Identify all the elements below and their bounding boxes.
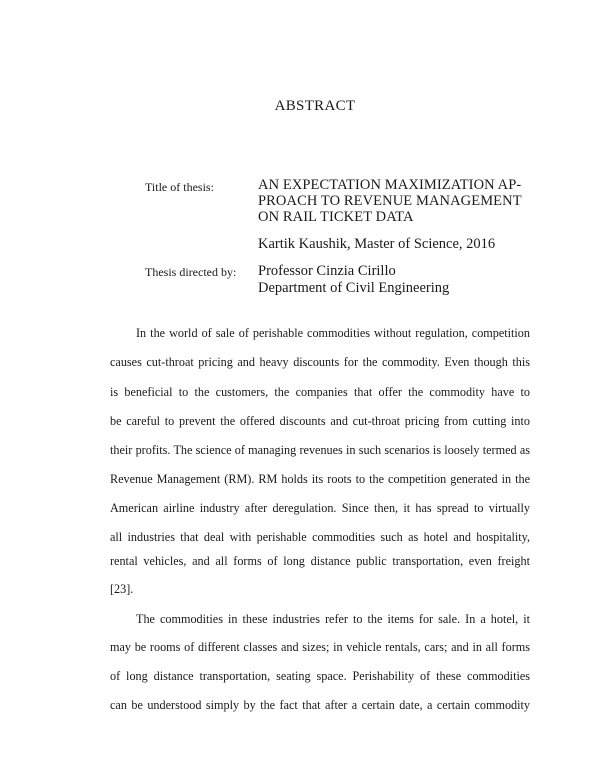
thesis-title bbox=[258, 177, 548, 225]
title-label: Title of thesis: bbox=[145, 180, 214, 194]
page-heading: ABSTRACT bbox=[274, 98, 356, 114]
text-line: causes cut-throat pricing and heavy discounts for the commodity. Even though this bbox=[110, 355, 530, 369]
director-department: Department of Civil Engineering bbox=[258, 280, 450, 296]
thesis-director bbox=[258, 263, 449, 297]
text-line: may be rooms of different classes and sizes; in vehicle rentals, cars; and in all forms bbox=[110, 640, 530, 654]
text-line: be careful to prevent the offered discounts and cut-throat pricing from cutting into bbox=[110, 414, 530, 428]
text-line: The commodities in these industries refer to the items for sale. In a hotel, it bbox=[136, 612, 530, 626]
text-line: of long distance transportation, seating space. Perishability of these commodities bbox=[110, 669, 530, 683]
text-line: [23]. bbox=[110, 582, 134, 596]
text-line: rental vehicles, and all forms of long distance public transportation, even freight bbox=[110, 554, 530, 568]
text-line: is beneficial to the customers, the companies that offer the commodity have to bbox=[110, 385, 530, 399]
text-line: American airline industry after deregulation. Since then, it has spread to virtually bbox=[110, 501, 530, 515]
author-line: Kartik Kaushik, Master of Science, 2016 bbox=[258, 236, 496, 252]
text-line: can be understood simply by the fact that after a certain date, a certain commodity bbox=[110, 698, 530, 712]
text-line: all industries that deal with perishable commodities such as hotel and hospitality, bbox=[110, 530, 530, 544]
thesis-title-line: AN EXPECTATION MAXIMIZATION AP- bbox=[258, 177, 522, 193]
director-label: Thesis directed by: bbox=[145, 265, 237, 279]
thesis-title-line: ON RAIL TICKET DATA bbox=[258, 209, 414, 225]
text-line: their profits. The science of managing revenues in such scenarios is loosely termed as bbox=[110, 443, 530, 457]
director-name: Professor Cinzia Cirillo bbox=[258, 263, 396, 279]
thesis-title-line: PROACH TO REVENUE MANAGEMENT bbox=[258, 193, 522, 209]
text-line: Revenue Management (RM). RM holds its roots to the competition generated in the bbox=[110, 472, 530, 486]
text-line: In the world of sale of perishable commodities without regulation, competition bbox=[136, 326, 530, 340]
